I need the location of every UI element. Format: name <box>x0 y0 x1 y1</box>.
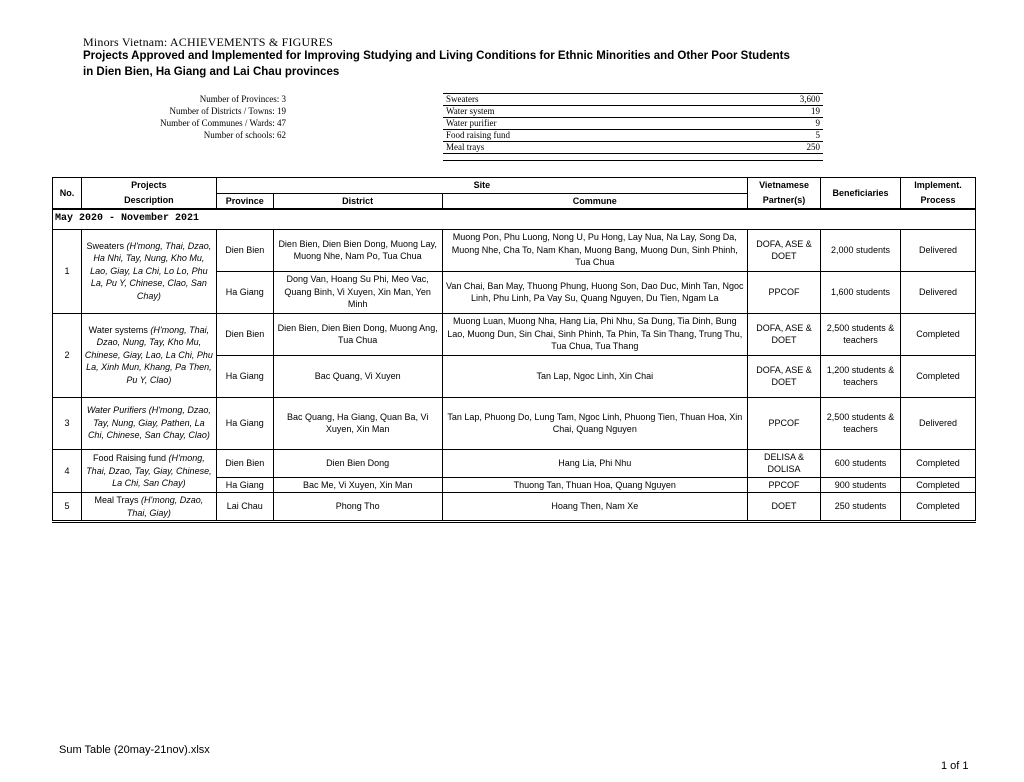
cell-process: Delivered <box>900 397 975 449</box>
cell-province: Dien Bien <box>216 449 273 477</box>
cell-beneficiaries: 1,600 students <box>821 271 901 313</box>
project-description <box>81 397 216 449</box>
supply-item: Sweaters <box>443 94 719 106</box>
project-number: 5 <box>53 493 82 522</box>
table-row <box>53 493 976 522</box>
cell-district: Bac Me, Vi Xuyen, Xin Man <box>273 477 442 493</box>
footer-page-number: 1 of 1 <box>941 760 969 772</box>
period-label: May 2020 - November 2021 <box>53 209 976 229</box>
project-groups: (H'mong, Thai, Dzao, Ha Nhi, Tay, Nung, Kho Mu, Lao, Giay, La Chi, Lo Lo, Phu La, Pu Y, Chinese, Clao, San Chay) <box>90 240 212 301</box>
project-number: 2 <box>53 313 82 397</box>
cell-commune: Van Chai, Ban May, Thuong Phung, Huong Son, Dao Duc, Minh Tan, Ngoc Linh, Phu Linh, Pa Vay Su, Quang Nguyen, Du Tien, Ngam La <box>442 271 748 313</box>
project-description <box>81 313 216 397</box>
project-groups: Water Purifiers (H'mong, Dzao, Tay, Nung, Giay, Pathen, La Chi, Chinese, San Chay, Clao) <box>86 405 211 441</box>
project-number: 1 <box>53 229 82 313</box>
supply-value: 5 <box>719 130 823 142</box>
project-description <box>81 229 216 313</box>
col-header-description: Description <box>81 193 216 209</box>
project-name: Sweaters <box>86 240 125 251</box>
project-number: 4 <box>53 449 82 493</box>
col-header-partner-1: Vietnamese <box>748 178 821 194</box>
count-communes: Number of Communes / Wards: 47 <box>160 118 286 128</box>
col-header-partner-2: Partner(s) <box>748 193 821 209</box>
cell-partner: PPCOF <box>748 397 821 449</box>
col-header-projects: Projects <box>81 178 216 194</box>
cell-province: Ha Giang <box>216 477 273 493</box>
supply-value: 19 <box>719 106 823 118</box>
col-header-beneficiaries: Beneficiaries <box>821 178 901 210</box>
cell-process: Delivered <box>900 271 975 313</box>
cell-district: Dien Bien Dong <box>273 449 442 477</box>
col-header-implement-1: Implement. <box>900 178 975 194</box>
cell-district: Bac Quang, Vi Xuyen <box>273 355 442 397</box>
cell-beneficiaries: 1,200 students & teachers <box>821 355 901 397</box>
cell-process: Completed <box>900 477 975 493</box>
cell-district: Dien Bien, Dien Bien Dong, Muong Lay, Muong Nhe, Nam Po, Tua Chua <box>273 229 442 271</box>
cell-commune: Thuong Tan, Thuan Hoa, Quang Nguyen <box>442 477 748 493</box>
supply-row <box>443 106 823 118</box>
supply-spacer-row <box>443 154 823 161</box>
cell-partner: DOET <box>748 493 821 522</box>
cell-beneficiaries: 600 students <box>821 449 901 477</box>
cell-commune: Tan Lap, Phuong Do, Lung Tam, Ngoc Linh, Phuong Tien, Thuan Hoa, Xin Chai, Quang Nguyen <box>442 397 748 449</box>
period-row <box>53 209 976 229</box>
col-header-site: Site <box>216 178 747 194</box>
project-number: 3 <box>53 397 82 449</box>
cell-commune: Muong Luan, Muong Nha, Hang Lia, Phi Nhu, Sa Dung, Tia Dinh, Bung Lao, Muong Dun, Sin Chai, Sinh Phinh, Ta Phin, Ta Sin Thang, Trung Thu, Tua Chua, Tua Thang <box>442 313 748 355</box>
cell-district: Bac Quang, Ha Giang, Quan Ba, Vi Xuyen, Xin Man <box>273 397 442 449</box>
supply-item: Food raising fund <box>443 130 719 142</box>
supply-value: 3,600 <box>719 94 823 106</box>
cell-process: Completed <box>900 355 975 397</box>
cell-partner: PPCOF <box>748 477 821 493</box>
count-provinces: Number of Provinces: 3 <box>199 94 286 104</box>
projects-table <box>52 177 976 523</box>
cell-province: Dien Bien <box>216 313 273 355</box>
table-row <box>53 449 976 477</box>
cell-beneficiaries: 250 students <box>821 493 901 522</box>
project-description <box>81 449 216 493</box>
cell-district: Phong Tho <box>273 493 442 522</box>
cell-beneficiaries: 2,000 students <box>821 229 901 271</box>
cell-province: Ha Giang <box>216 397 273 449</box>
count-districts: Number of Districts / Towns: 19 <box>169 106 286 116</box>
report-title-line-1: Projects Approved and Implemented for Improving Studying and Living Conditions for Ethnic Minorities and Other Poor Students <box>83 50 790 62</box>
project-groups: (H'mong, Thai, Dzao, Tay, Giay, Chinese, La Chi, San Chay) <box>86 453 212 488</box>
organization-title: Minors Vietnam: ACHIEVEMENTS & FIGURES <box>83 35 333 49</box>
summary-counts <box>120 93 286 141</box>
cell-process: Delivered <box>900 229 975 271</box>
cell-partner: DOFA, ASE & DOET <box>748 355 821 397</box>
cell-commune: Muong Pon, Phu Luong, Nong U, Pu Hong, Lay Nua, Na Lay, Song Da, Muong Nhe, Cha To, Nam Khan, Muong Bang, Muong Dun, Sinh Phinh, Tua Chua <box>442 229 748 271</box>
supply-row <box>443 130 823 142</box>
project-groups: (H'mong, Thai, Dzao, Nung, Tay, Kho Mu, Chinese, Giay, Lao, La Chi, Phu La, Xinh Mun, Khang, Pa Then, Pu Y, Clao) <box>84 324 213 385</box>
cell-partner: DOFA, ASE & DOET <box>748 229 821 271</box>
supply-item: Water system <box>443 106 719 118</box>
supply-row <box>443 142 823 154</box>
cell-partner: PPCOF <box>748 271 821 313</box>
supply-item: Meal trays <box>443 142 719 154</box>
cell-partner: DOFA, ASE & DOET <box>748 313 821 355</box>
table-row <box>53 313 976 355</box>
supply-row <box>443 94 823 106</box>
cell-province: Ha Giang <box>216 271 273 313</box>
col-header-district: District <box>273 193 442 209</box>
supply-row <box>443 118 823 130</box>
count-schools: Number of schools: 62 <box>203 130 286 140</box>
cell-province: Ha Giang <box>216 355 273 397</box>
project-name: Food Raising fund <box>92 453 167 463</box>
cell-process: Completed <box>900 313 975 355</box>
cell-process: Completed <box>900 493 975 522</box>
cell-commune: Tan Lap, Ngoc Linh, Xin Chai <box>442 355 748 397</box>
cell-province: Lai Chau <box>216 493 273 522</box>
cell-beneficiaries: 900 students <box>821 477 901 493</box>
cell-beneficiaries: 2,500 students & teachers <box>821 397 901 449</box>
table-row <box>53 229 976 271</box>
report-title-line-2: in Dien Bien, Ha Giang and Lai Chau provinces <box>83 66 340 78</box>
project-description <box>81 493 216 522</box>
table-header-row <box>53 178 976 194</box>
cell-beneficiaries: 2,500 students & teachers <box>821 313 901 355</box>
supplies-summary-table <box>443 93 823 161</box>
col-header-province: Province <box>216 193 273 209</box>
col-header-implement-2: Process <box>900 193 975 209</box>
cell-partner: DELISA & DOLISA <box>748 449 821 477</box>
supply-value: 9 <box>719 118 823 130</box>
project-name: Meal Trays <box>94 495 139 505</box>
cell-commune: Hoang Then, Nam Xe <box>442 493 748 522</box>
cell-province: Dien Bien <box>216 229 273 271</box>
cell-process: Completed <box>900 449 975 477</box>
cell-district: Dien Bien, Dien Bien Dong, Muong Ang, Tua Chua <box>273 313 442 355</box>
project-groups: (H'mong, Dzao, Thai, Giay) <box>126 495 204 518</box>
project-name: Water systems <box>88 324 148 335</box>
supply-value: 250 <box>719 142 823 154</box>
cell-district: Dong Van, Hoang Su Phi, Meo Vac, Quang Binh, Vi Xuyen, Xin Man, Yen Minh <box>273 271 442 313</box>
footer-filename: Sum Table (20may-21nov).xlsx <box>59 744 210 756</box>
cell-commune: Hang Lia, Phi Nhu <box>442 449 748 477</box>
supply-item: Water purifier <box>443 118 719 130</box>
col-header-commune: Commune <box>442 193 748 209</box>
col-header-no: No. <box>53 178 82 210</box>
table-row <box>53 397 976 449</box>
